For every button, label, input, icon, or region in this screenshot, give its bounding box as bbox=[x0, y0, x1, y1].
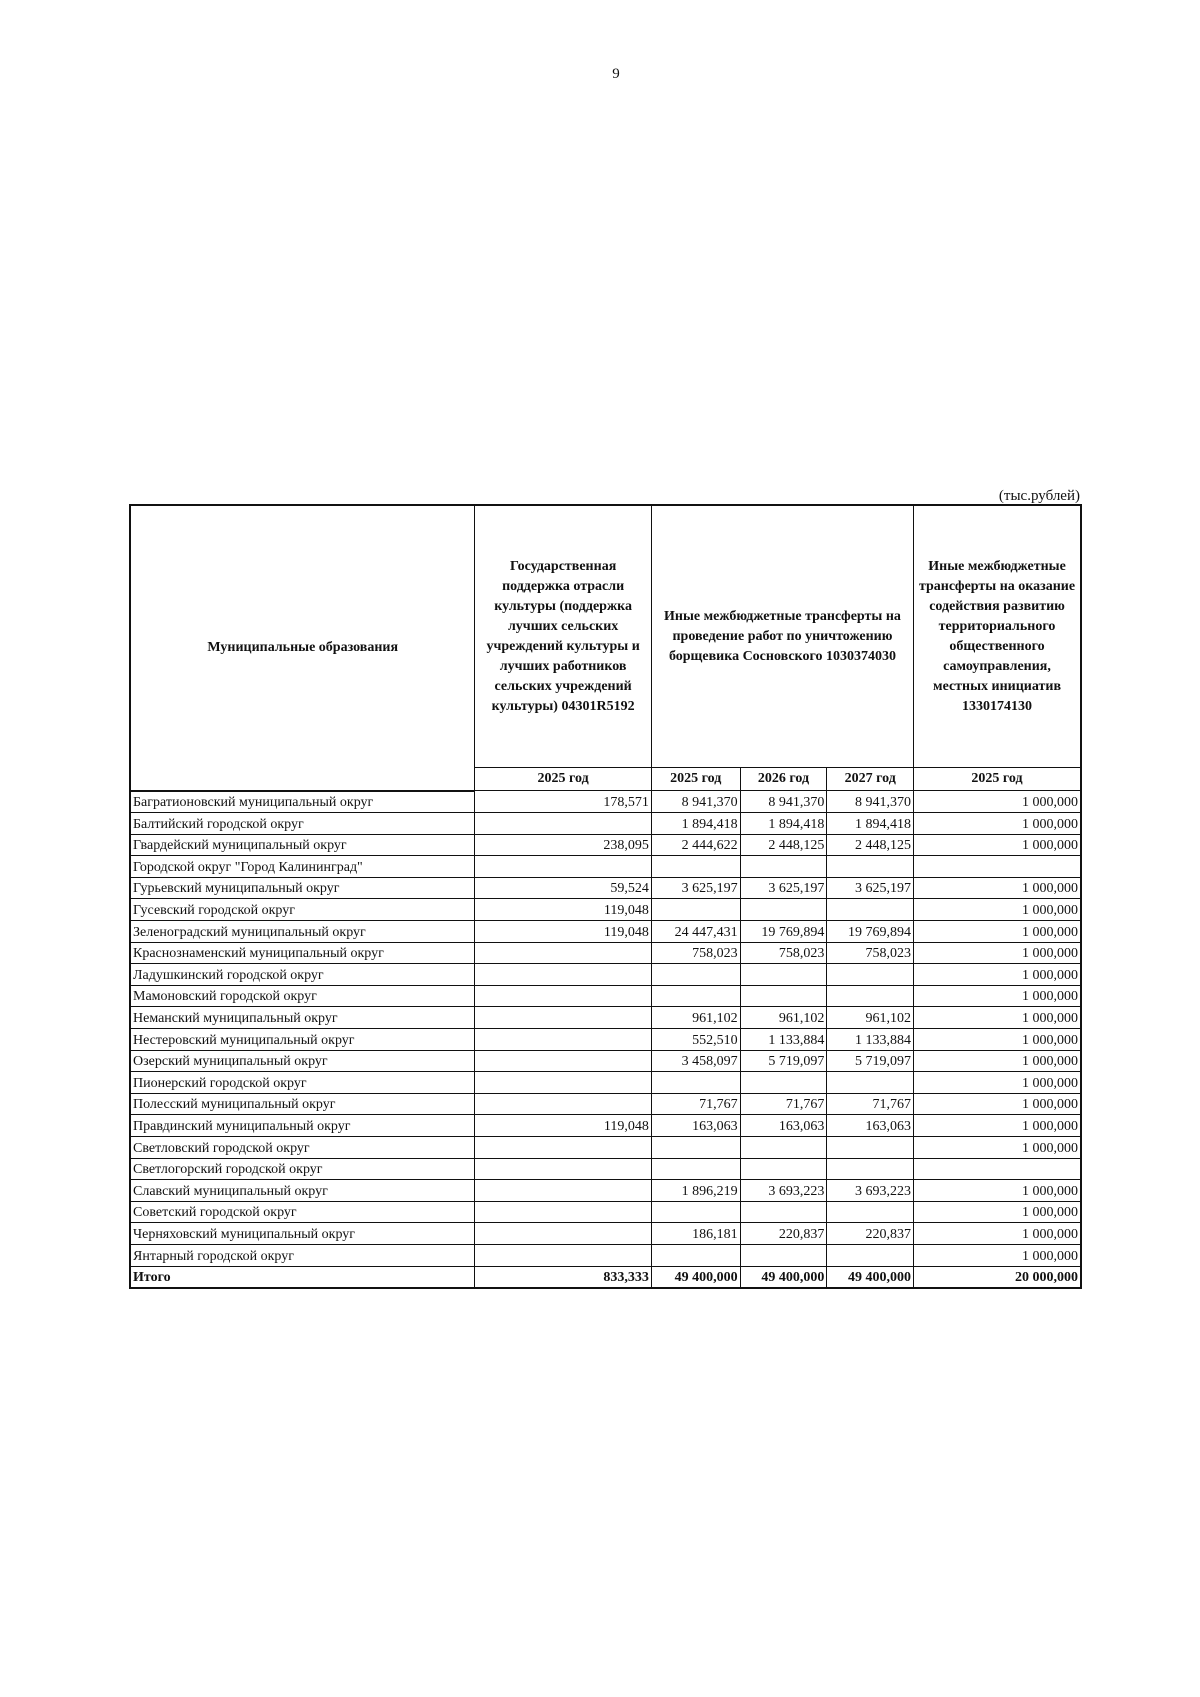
table-row bbox=[130, 1137, 1081, 1159]
value-cell bbox=[651, 856, 740, 878]
value-cell bbox=[740, 899, 827, 921]
value-cell: 1 894,418 bbox=[827, 813, 914, 835]
value-cell bbox=[475, 1244, 651, 1266]
value-cell: 1 000,000 bbox=[914, 813, 1081, 835]
value-cell bbox=[475, 1093, 651, 1115]
header-local: Иные межбюджетные трансферты на оказание содействия развитию территориального общественного самоуправления, местных инициатив 1330174130 bbox=[914, 505, 1081, 768]
table-row bbox=[130, 921, 1081, 943]
value-cell: 961,102 bbox=[827, 1007, 914, 1029]
row-name-cell: Черняховский муниципальный округ bbox=[130, 1223, 475, 1245]
value-cell: 220,837 bbox=[827, 1223, 914, 1245]
value-cell bbox=[827, 1244, 914, 1266]
year-header: 2026 год bbox=[740, 768, 827, 791]
value-cell: 163,063 bbox=[740, 1115, 827, 1137]
value-cell bbox=[475, 813, 651, 835]
value-cell: 2 448,125 bbox=[827, 834, 914, 856]
unit-label: (тыс.рублей) bbox=[998, 488, 1080, 504]
row-name-cell: Мамоновский городской округ bbox=[130, 985, 475, 1007]
value-cell: 1 000,000 bbox=[914, 791, 1081, 813]
value-cell bbox=[740, 985, 827, 1007]
row-name-cell: Советский городской округ bbox=[130, 1201, 475, 1223]
header-culture: Государственная поддержка отрасли культуры (поддержка лучших сельских учреждений культуры и лучших работников сельских учреждений культуры) 04301R5192 bbox=[475, 505, 651, 768]
value-cell bbox=[651, 899, 740, 921]
row-name-cell: Зеленоградский муниципальный округ bbox=[130, 921, 475, 943]
header-municipal: Муниципальные образования bbox=[130, 505, 475, 791]
value-cell bbox=[475, 1180, 651, 1202]
row-name-cell: Озерский муниципальный округ bbox=[130, 1050, 475, 1072]
table-row bbox=[130, 1158, 1081, 1180]
page-number: 9 bbox=[612, 66, 620, 82]
value-cell: 71,767 bbox=[740, 1093, 827, 1115]
value-cell: 1 133,884 bbox=[827, 1029, 914, 1051]
value-cell: 1 000,000 bbox=[914, 1137, 1081, 1159]
value-cell bbox=[914, 856, 1081, 878]
value-cell: 961,102 bbox=[651, 1007, 740, 1029]
value-cell bbox=[827, 856, 914, 878]
value-cell: 1 000,000 bbox=[914, 1180, 1081, 1202]
value-cell: 71,767 bbox=[651, 1093, 740, 1115]
table-row bbox=[130, 964, 1081, 986]
value-cell: 8 941,370 bbox=[651, 791, 740, 813]
value-cell: 186,181 bbox=[651, 1223, 740, 1245]
value-cell: 163,063 bbox=[651, 1115, 740, 1137]
value-cell: 5 719,097 bbox=[740, 1050, 827, 1072]
table-row bbox=[130, 1115, 1081, 1137]
value-cell: 2 444,622 bbox=[651, 834, 740, 856]
table-row bbox=[130, 1093, 1081, 1115]
value-cell: 24 447,431 bbox=[651, 921, 740, 943]
value-cell bbox=[475, 1223, 651, 1245]
value-cell: 8 941,370 bbox=[740, 791, 827, 813]
table-row bbox=[130, 877, 1081, 899]
value-cell bbox=[827, 985, 914, 1007]
value-cell: 119,048 bbox=[475, 1115, 651, 1137]
table-row bbox=[130, 1029, 1081, 1051]
value-cell bbox=[475, 1137, 651, 1159]
value-cell: 758,023 bbox=[827, 942, 914, 964]
value-cell: 8 941,370 bbox=[827, 791, 914, 813]
value-cell: 1 894,418 bbox=[651, 813, 740, 835]
value-cell bbox=[475, 1007, 651, 1029]
value-cell: 49 400,000 bbox=[740, 1266, 827, 1288]
value-cell bbox=[651, 1072, 740, 1094]
table-row bbox=[130, 1244, 1081, 1266]
value-cell: 19 769,894 bbox=[740, 921, 827, 943]
value-cell bbox=[651, 1244, 740, 1266]
value-cell: 3 693,223 bbox=[827, 1180, 914, 1202]
value-cell: 59,524 bbox=[475, 877, 651, 899]
row-name-cell: Светловский городской округ bbox=[130, 1137, 475, 1159]
value-cell: 1 000,000 bbox=[914, 877, 1081, 899]
value-cell: 20 000,000 bbox=[914, 1266, 1081, 1288]
budget-table bbox=[129, 504, 1082, 1289]
value-cell: 178,571 bbox=[475, 791, 651, 813]
row-name-cell: Гвардейский муниципальный округ bbox=[130, 834, 475, 856]
value-cell: 3 625,197 bbox=[827, 877, 914, 899]
row-name-cell: Нестеровский муниципальный округ bbox=[130, 1029, 475, 1051]
value-cell bbox=[827, 1072, 914, 1094]
value-cell bbox=[475, 942, 651, 964]
year-header: 2025 год bbox=[475, 768, 651, 791]
value-cell: 1 000,000 bbox=[914, 964, 1081, 986]
value-cell bbox=[475, 985, 651, 1007]
table-row bbox=[130, 1180, 1081, 1202]
value-cell bbox=[740, 856, 827, 878]
value-cell bbox=[475, 1201, 651, 1223]
row-name-cell: Неманский муниципальный округ bbox=[130, 1007, 475, 1029]
table-row bbox=[130, 1201, 1081, 1223]
value-cell: 119,048 bbox=[475, 921, 651, 943]
value-cell: 961,102 bbox=[740, 1007, 827, 1029]
value-cell bbox=[475, 964, 651, 986]
value-cell bbox=[651, 985, 740, 1007]
value-cell: 19 769,894 bbox=[827, 921, 914, 943]
value-cell: 3 458,097 bbox=[651, 1050, 740, 1072]
value-cell: 2 448,125 bbox=[740, 834, 827, 856]
value-cell: 238,095 bbox=[475, 834, 651, 856]
value-cell: 758,023 bbox=[740, 942, 827, 964]
row-name-cell: Полесский муниципальный округ bbox=[130, 1093, 475, 1115]
value-cell: 1 000,000 bbox=[914, 1093, 1081, 1115]
row-name-cell: Городской округ "Город Калининград" bbox=[130, 856, 475, 878]
table-row bbox=[130, 1223, 1081, 1245]
value-cell: 1 000,000 bbox=[914, 899, 1081, 921]
row-name-cell: Гусевский городской округ bbox=[130, 899, 475, 921]
value-cell bbox=[475, 1072, 651, 1094]
row-name-cell: Гурьевский муниципальный округ bbox=[130, 877, 475, 899]
value-cell: 163,063 bbox=[827, 1115, 914, 1137]
value-cell bbox=[740, 964, 827, 986]
value-cell: 1 896,219 bbox=[651, 1180, 740, 1202]
year-header: 2025 год bbox=[914, 768, 1081, 791]
value-cell: 758,023 bbox=[651, 942, 740, 964]
table-row bbox=[130, 813, 1081, 835]
value-cell: 3 693,223 bbox=[740, 1180, 827, 1202]
value-cell: 1 000,000 bbox=[914, 1115, 1081, 1137]
table-row bbox=[130, 985, 1081, 1007]
row-name-cell: Балтийский городской округ bbox=[130, 813, 475, 835]
table-row bbox=[130, 791, 1081, 813]
value-cell: 3 625,197 bbox=[740, 877, 827, 899]
table-row bbox=[130, 1050, 1081, 1072]
row-name-cell: Правдинский муниципальный округ bbox=[130, 1115, 475, 1137]
value-cell: 1 000,000 bbox=[914, 1223, 1081, 1245]
value-cell: 1 000,000 bbox=[914, 942, 1081, 964]
value-cell bbox=[740, 1137, 827, 1159]
value-cell bbox=[740, 1244, 827, 1266]
value-cell bbox=[651, 1158, 740, 1180]
table-row bbox=[130, 1007, 1081, 1029]
table-row bbox=[130, 834, 1081, 856]
table-row bbox=[130, 856, 1081, 878]
row-name-cell: Ладушкинский городской округ bbox=[130, 964, 475, 986]
value-cell bbox=[740, 1158, 827, 1180]
value-cell: 3 625,197 bbox=[651, 877, 740, 899]
row-name-cell: Итого bbox=[130, 1266, 475, 1288]
row-name-cell: Багратионовский муниципальный округ bbox=[130, 791, 475, 813]
value-cell bbox=[740, 1201, 827, 1223]
total-row bbox=[130, 1266, 1081, 1288]
value-cell: 49 400,000 bbox=[651, 1266, 740, 1288]
value-cell: 1 000,000 bbox=[914, 1029, 1081, 1051]
value-cell: 1 000,000 bbox=[914, 985, 1081, 1007]
row-name-cell: Славский муниципальный округ bbox=[130, 1180, 475, 1202]
value-cell bbox=[827, 1201, 914, 1223]
value-cell: 71,767 bbox=[827, 1093, 914, 1115]
row-name-cell: Янтарный городской округ bbox=[130, 1244, 475, 1266]
value-cell: 1 000,000 bbox=[914, 1050, 1081, 1072]
year-header: 2025 год bbox=[651, 768, 740, 791]
value-cell: 220,837 bbox=[740, 1223, 827, 1245]
value-cell: 5 719,097 bbox=[827, 1050, 914, 1072]
value-cell: 1 000,000 bbox=[914, 834, 1081, 856]
table-row bbox=[130, 1072, 1081, 1094]
value-cell: 833,333 bbox=[475, 1266, 651, 1288]
value-cell bbox=[651, 1137, 740, 1159]
value-cell bbox=[475, 1158, 651, 1180]
value-cell: 119,048 bbox=[475, 899, 651, 921]
value-cell bbox=[827, 1158, 914, 1180]
value-cell bbox=[651, 964, 740, 986]
value-cell: 1 000,000 bbox=[914, 1244, 1081, 1266]
value-cell: 1 000,000 bbox=[914, 1007, 1081, 1029]
value-cell bbox=[740, 1072, 827, 1094]
table-row bbox=[130, 899, 1081, 921]
value-cell: 1 000,000 bbox=[914, 921, 1081, 943]
value-cell: 1 894,418 bbox=[740, 813, 827, 835]
value-cell bbox=[651, 1201, 740, 1223]
value-cell bbox=[475, 856, 651, 878]
value-cell: 1 000,000 bbox=[914, 1201, 1081, 1223]
year-header: 2027 год bbox=[827, 768, 914, 791]
value-cell bbox=[914, 1158, 1081, 1180]
value-cell bbox=[827, 1137, 914, 1159]
value-cell: 49 400,000 bbox=[827, 1266, 914, 1288]
value-cell: 552,510 bbox=[651, 1029, 740, 1051]
value-cell bbox=[827, 964, 914, 986]
header-hogweed: Иные межбюджетные трансферты на проведение работ по уничтожению борщевика Сосновского 1030374030 bbox=[651, 505, 913, 768]
value-cell bbox=[475, 1050, 651, 1072]
table-row bbox=[130, 942, 1081, 964]
value-cell: 1 000,000 bbox=[914, 1072, 1081, 1094]
row-name-cell: Пионерский городской округ bbox=[130, 1072, 475, 1094]
value-cell bbox=[475, 1029, 651, 1051]
row-name-cell: Светлогорский городской округ bbox=[130, 1158, 475, 1180]
value-cell: 1 133,884 bbox=[740, 1029, 827, 1051]
value-cell bbox=[827, 899, 914, 921]
row-name-cell: Краснознаменский муниципальный округ bbox=[130, 942, 475, 964]
